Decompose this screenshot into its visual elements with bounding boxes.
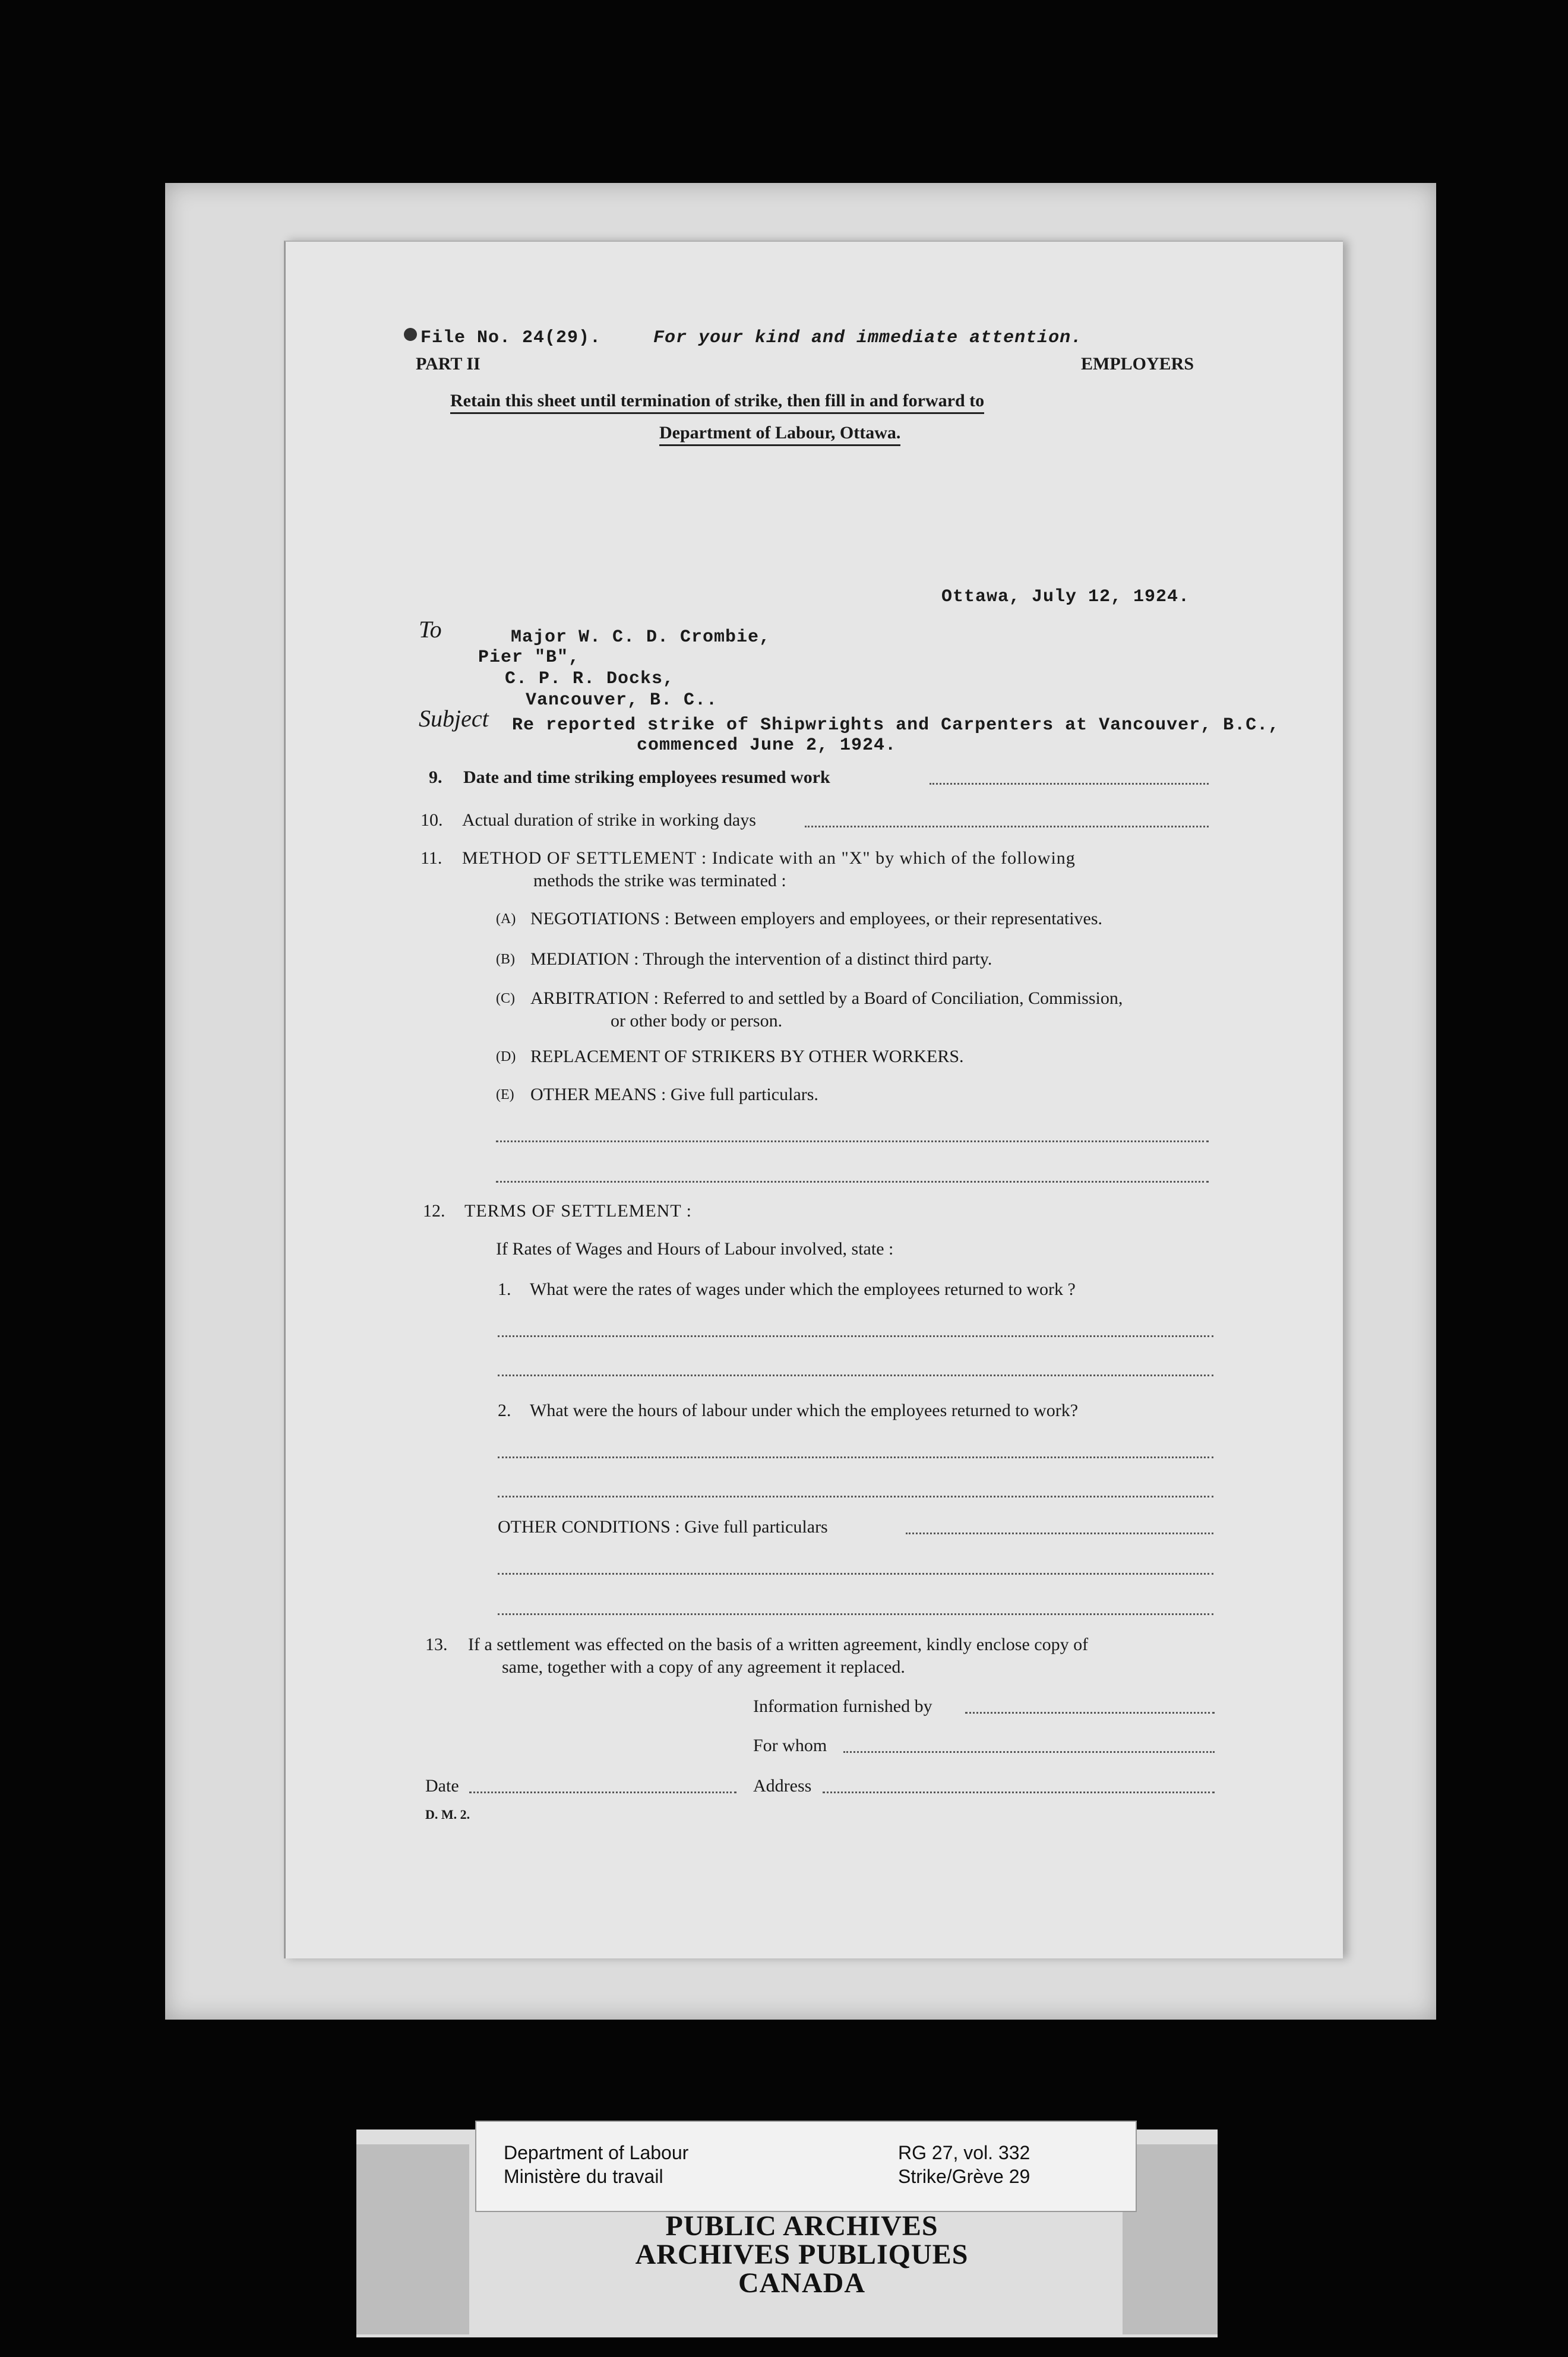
letter-date: Ottawa, July 12, 1924. — [941, 587, 1190, 607]
hours-field-1[interactable] — [498, 1456, 1213, 1458]
employers-heading: EMPLOYERS — [1081, 354, 1194, 374]
item-12-2-number: 2. — [498, 1401, 511, 1420]
other-conditions-field-2[interactable] — [498, 1573, 1213, 1575]
for-whom-field[interactable] — [843, 1751, 1215, 1753]
subject-label: Subject — [419, 705, 489, 732]
item-11-line-1: METHOD OF SETTLEMENT : Indicate with an "X" by which of the following — [462, 848, 1076, 868]
option-a-letter: (A) — [496, 911, 516, 927]
record-group-volume: RG 27, vol. 332 — [898, 2142, 1030, 2163]
address-line-4: Vancouver, B. C.. — [526, 690, 718, 710]
for-whom-label: For whom — [753, 1736, 827, 1755]
item-9-label: Date and time striking employees resumed work — [463, 767, 830, 787]
item-10-label: Actual duration of strike in working days — [462, 810, 756, 830]
subject-line-1: Re reported strike of Shipwrights and Carpenters at Vancouver, B.C., — [512, 715, 1280, 735]
attention-note: For your kind and immediate attention. — [653, 328, 1083, 348]
item-12-intro: If Rates of Wages and Hours of Labour involved, state : — [496, 1239, 894, 1259]
item-13-line-1: If a settlement was effected on the basis of a written agreement, kindly enclose copy of — [468, 1635, 1089, 1654]
public-archives-stamp-line-2: ARCHIVES PUBLIQUES — [635, 2239, 969, 2270]
item-10-field[interactable] — [805, 826, 1209, 827]
public-archives-stamp-line-1: PUBLIC ARCHIVES — [665, 2210, 938, 2242]
strike-number: Strike/Grève 29 — [898, 2166, 1030, 2187]
public-archives-stamp-line-3: CANADA — [738, 2267, 865, 2299]
item-11-number: 11. — [421, 848, 442, 868]
address-label: Address — [753, 1776, 812, 1796]
item-11-line-2: methods the strike was terminated : — [533, 871, 786, 890]
option-a-negotiations[interactable]: NEGOTIATIONS : Between employers and employees, or their representatives. — [530, 909, 1103, 928]
instruction-line-2: Department of Labour, Ottawa. — [659, 423, 900, 446]
item-12-label: TERMS OF SETTLEMENT : — [464, 1201, 692, 1221]
ink-blot — [404, 328, 417, 341]
file-number: File No. 24(29). — [421, 328, 602, 348]
item-13-line-2: same, together with a copy of any agreement it replaced. — [502, 1657, 905, 1677]
hours-field-2[interactable] — [498, 1496, 1213, 1497]
option-e-other-means[interactable]: OTHER MEANS : Give full particulars. — [530, 1085, 818, 1104]
archive-label-tab-left — [356, 2144, 469, 2334]
other-conditions-field-1[interactable] — [906, 1533, 1213, 1534]
form-code: D. M. 2. — [425, 1807, 470, 1822]
department-english: Department of Labour — [504, 2142, 689, 2163]
other-means-field-1[interactable] — [496, 1140, 1209, 1142]
item-12-2-label: What were the hours of labour under which the employees returned to work? — [530, 1401, 1079, 1420]
option-e-letter: (E) — [496, 1087, 514, 1102]
option-c-line-2: or other body or person. — [611, 1011, 783, 1031]
info-furnished-label: Information furnished by — [753, 1696, 932, 1716]
wages-field-2[interactable] — [498, 1375, 1213, 1376]
to-label: To — [419, 616, 442, 643]
address-field[interactable] — [823, 1792, 1215, 1793]
option-d-replacement[interactable]: REPLACEMENT OF STRIKERS BY OTHER WORKERS. — [530, 1047, 964, 1066]
option-b-letter: (B) — [496, 952, 515, 967]
wages-field-1[interactable] — [498, 1335, 1213, 1337]
date-label: Date — [425, 1776, 459, 1796]
address-line-2: Pier "B", — [478, 647, 580, 668]
subject-line-2: commenced June 2, 1924. — [637, 735, 897, 756]
address-line-1: Major W. C. D. Crombie, — [511, 627, 771, 647]
item-12-1-number: 1. — [498, 1279, 511, 1299]
other-conditions-field-3[interactable] — [498, 1613, 1213, 1615]
item-10-number: 10. — [421, 810, 443, 830]
option-c-letter: (C) — [496, 991, 515, 1006]
item-9-number: 9. — [429, 767, 442, 787]
item-12-1-label: What were the rates of wages under which the employees returned to work ? — [530, 1279, 1076, 1299]
item-9-field[interactable] — [930, 783, 1209, 785]
address-line-3: C. P. R. Docks, — [505, 669, 675, 689]
option-b-mediation[interactable]: MEDIATION : Through the intervention of a distinct third party. — [530, 949, 992, 969]
info-furnished-field[interactable] — [965, 1712, 1215, 1714]
other-conditions-label: OTHER CONDITIONS : Give full particulars — [498, 1517, 828, 1537]
archive-label-tab-right — [1123, 2144, 1218, 2334]
option-d-letter: (D) — [496, 1049, 516, 1064]
date-field[interactable] — [469, 1792, 736, 1793]
part-heading: PART II — [416, 354, 480, 374]
instruction-line-1: Retain this sheet until termination of strike, then fill in and forward to — [450, 391, 984, 414]
other-means-field-2[interactable] — [496, 1181, 1209, 1183]
department-french: Ministère du travail — [504, 2166, 663, 2187]
item-12-number: 12. — [423, 1201, 445, 1221]
option-c-arbitration[interactable]: ARBITRATION : Referred to and settled by a Board of Conciliation, Commission, — [530, 988, 1123, 1008]
item-13-number: 13. — [425, 1635, 448, 1654]
